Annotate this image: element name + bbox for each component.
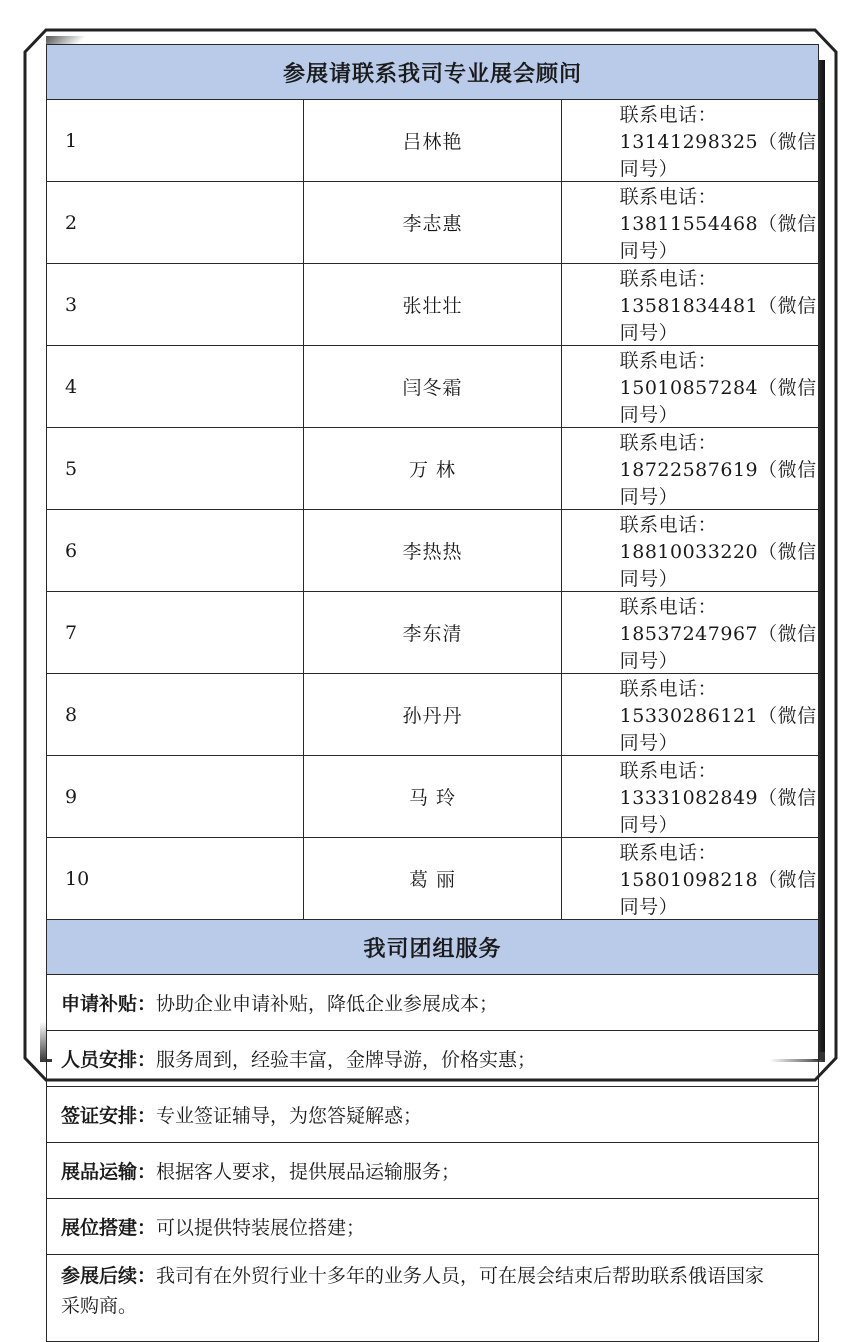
service-label: 人员安排： [61, 1049, 157, 1071]
table-row [47, 428, 819, 510]
contact-name: 李东清 [304, 592, 561, 674]
phone-label: 联系电话： [619, 678, 718, 700]
contact-name: 万 林 [304, 428, 561, 510]
contact-name: 闫冬霜 [304, 346, 561, 428]
service-cell [47, 1087, 819, 1143]
contact-name: 李志惠 [304, 182, 561, 264]
wechat-note: （微信同号） [619, 787, 817, 836]
wechat-note: （微信同号） [619, 295, 817, 344]
list-item [47, 1087, 819, 1143]
list-item [47, 1255, 819, 1342]
table-row [47, 346, 819, 428]
service-text: 协助企业申请补贴，降低企业参展成本； [156, 993, 499, 1015]
service-cell [47, 1031, 819, 1087]
wechat-note: （微信同号） [619, 459, 817, 508]
phone-label: 联系电话： [619, 842, 718, 864]
section-header [47, 920, 819, 975]
service-text: 专业签证辅导，为您答疑解惑； [156, 1105, 423, 1127]
service-cell [47, 1255, 819, 1342]
contact-number: 1 [47, 100, 304, 182]
wechat-note: （微信同号） [619, 377, 817, 426]
service-text: 服务周到，经验丰富，金牌导游，价格实惠； [156, 1049, 537, 1071]
contact-name: 孙丹丹 [304, 674, 561, 756]
service-label: 参展后续： [61, 1265, 157, 1287]
list-item [47, 1031, 819, 1087]
contact-phone-cell [561, 264, 818, 346]
contact-number: 7 [47, 592, 304, 674]
phone-number[interactable]: 15801098218 [619, 869, 759, 891]
service-cell [47, 1143, 819, 1199]
contact-name: 葛 丽 [304, 838, 561, 920]
table-row [47, 838, 819, 920]
contact-phone-cell [561, 346, 818, 428]
wechat-note: （微信同号） [619, 131, 817, 180]
phone-number[interactable]: 13811554468 [619, 213, 759, 235]
contact-number: 6 [47, 510, 304, 592]
contact-number: 5 [47, 428, 304, 510]
list-item [47, 1199, 819, 1255]
contact-phone-cell [561, 756, 818, 838]
service-label: 展位搭建： [61, 1217, 157, 1239]
phone-number[interactable]: 13141298325 [619, 131, 759, 153]
phone-number[interactable]: 13581834481 [619, 295, 759, 317]
wechat-note: （微信同号） [619, 623, 817, 672]
service-label: 签证安排： [61, 1105, 157, 1127]
contact-number: 9 [47, 756, 304, 838]
contact-phone-cell [561, 838, 818, 920]
contact-name: 李热热 [304, 510, 561, 592]
phone-label: 联系电话： [619, 186, 718, 208]
table-row [47, 264, 819, 346]
table-row [47, 756, 819, 838]
table-row [47, 510, 819, 592]
phone-label: 联系电话： [619, 432, 718, 454]
contact-phone-cell [561, 100, 818, 182]
contact-phone-cell [561, 510, 818, 592]
contact-phone-cell [561, 182, 818, 264]
contacts-table [46, 44, 819, 1342]
contact-number: 10 [47, 838, 304, 920]
table-row [47, 100, 819, 182]
phone-number[interactable]: 15010857284 [619, 377, 759, 399]
service-cell [47, 1199, 819, 1255]
service-cell [47, 975, 819, 1031]
service-label: 申请补贴： [61, 993, 157, 1015]
phone-number[interactable]: 18537247967 [619, 623, 759, 645]
contact-number: 3 [47, 264, 304, 346]
table-row [47, 182, 819, 264]
contact-name: 张壮壮 [304, 264, 561, 346]
service-text: 根据客人要求，提供展品运输服务； [156, 1161, 461, 1183]
phone-number[interactable]: 18810033220 [619, 541, 759, 563]
list-item [47, 1143, 819, 1199]
phone-number[interactable]: 15330286121 [619, 705, 759, 727]
phone-label: 联系电话： [619, 514, 718, 536]
contact-number: 4 [47, 346, 304, 428]
section-title: 我司团组服务 [47, 920, 819, 975]
list-item [47, 975, 819, 1031]
info-sheet [46, 44, 819, 1317]
contact-phone-cell [561, 428, 818, 510]
phone-label: 联系电话： [619, 268, 718, 290]
phone-number[interactable]: 13331082849 [619, 787, 759, 809]
contact-name: 马 玲 [304, 756, 561, 838]
contact-phone-cell [561, 592, 818, 674]
wechat-note: （微信同号） [619, 541, 817, 590]
section-header [47, 45, 819, 100]
contact-number: 2 [47, 182, 304, 264]
phone-number[interactable]: 18722587619 [619, 459, 759, 481]
phone-label: 联系电话： [619, 104, 718, 126]
table-row [47, 592, 819, 674]
contact-phone-cell [561, 674, 818, 756]
wechat-note: （微信同号） [619, 213, 817, 262]
wechat-note: （微信同号） [619, 869, 817, 918]
wechat-note: （微信同号） [619, 705, 817, 754]
phone-label: 联系电话： [619, 350, 718, 372]
service-text: 我司有在外贸行业十多年的业务人员，可在展会结束后帮助联系俄语国家采购商。 [61, 1265, 765, 1317]
phone-label: 联系电话： [619, 760, 718, 782]
contact-name: 吕林艳 [304, 100, 561, 182]
service-label: 展品运输： [61, 1161, 157, 1183]
service-text: 可以提供特装展位搭建； [156, 1217, 366, 1239]
phone-label: 联系电话： [619, 596, 718, 618]
contact-number: 8 [47, 674, 304, 756]
table-row [47, 674, 819, 756]
section-title: 参展请联系我司专业展会顾问 [47, 45, 819, 100]
